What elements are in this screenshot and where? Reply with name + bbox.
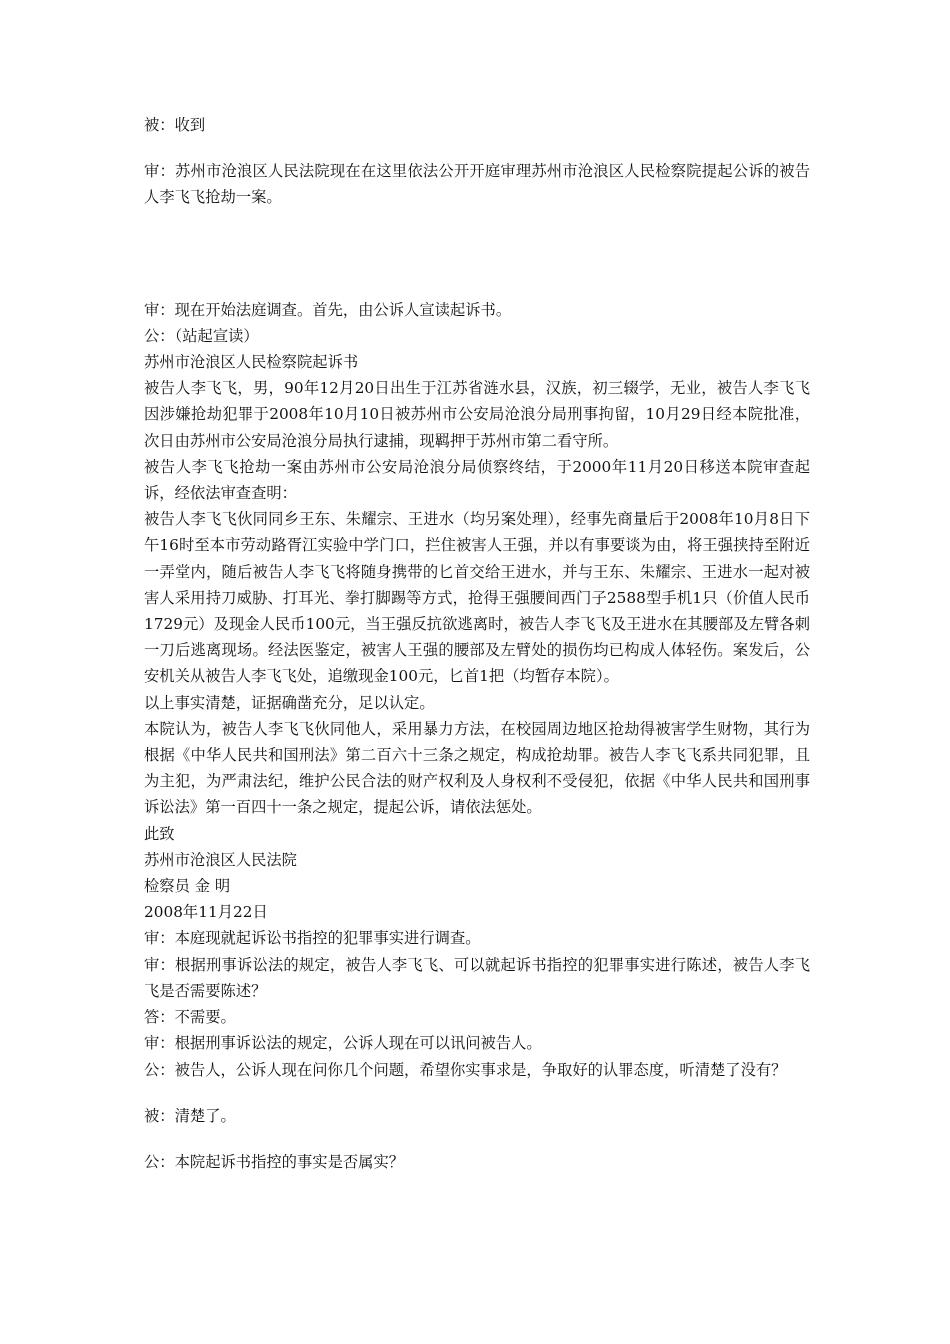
court-opinion-paragraph: 本院认为，被告人李飞飞伙同他人，采用暴力方法，在校园周边地区抢劫得被害学生财物，其行为根据《中华人民共和国刑法》第二百六十三条之规定，构成抢劫罪。被告人李飞飞系共同犯罪，且为主犯，为严肃法纪，维护公民合法的财产权利及人身权利不受侵犯，依据《中华人民共和国刑事诉讼法》第一百四十一条之规定，提起公诉，请依法惩处。 [144,719,810,817]
defendant-info-paragraph: 被告人李飞飞，男，90年12月20日出生于江苏省涟水县，汉族，初三辍学，无业，被告人李飞飞因涉嫌抢劫犯罪于2008年10月10日被苏州市公安局沧浪分局刑事拘留，10月29日经本院批准，次日由苏州市公安局沧浪分局执行逮捕，现羁押于苏州市第二看守所。 [144,379,810,450]
indictment-title: 苏州市沧浪区人民检察院起诉书 [144,353,359,372]
line-judge-opening: 审：苏州市沧浪区人民法院现在在这里依法公开开庭审理苏州市沧浪区人民检察院提起公诉的被告人李飞飞抢劫一案。 [144,162,810,207]
facts-paragraph: 被告人李飞飞伙同同乡王东、朱耀宗、王进水（均另案处理），经事先商量后于2008年10月8日下午16时至本市劳动路胥江实验中学门口，拦住被害人王强，并以有事要谈为由，将王强挟持至附近一弄堂内，随后被告人李飞飞将随身携带的匕首交给王进水，并与王东、朱耀宗、王进水一起对被害人采用持刀威胁、打耳光、拳打脚踢等方式，抢得王强腰间西门子2588型手机1只（价值人民币1729元）及现金人民币100元，当王强反抗欲逃离时，被告人李飞飞及王进水在其腰部及左臂各刺一刀后逃离现场。经法医鉴定，被害人王强的腰部及左臂处的损伤均已构成人体轻伤。案发后，公安机关从被告人李飞飞处，追缴现金100元，匕首1把（均暂存本院）。 [144,510,810,686]
line-judge-investigate-facts: 审：本庭现就起诉讼书指控的犯罪事实进行调查。 [144,929,481,948]
prosecutor-name-line: 检察员 金 明 [144,877,231,896]
salutation-line: 此致 [144,824,175,843]
line-prosecutor-facts-question: 公：本院起诉书指控的事实是否属实？ [144,1152,405,1171]
document-body [144,112,810,1175]
line-judge-interrogation: 审：根据刑事诉讼法的规定，公诉人现在可以讯问被告人。 [144,1034,542,1053]
line-defendant-received: 被：收到 [144,116,206,134]
court-name-line: 苏州市沧浪区人民法院 [144,850,297,869]
line-judge-investigation: 审：现在开始法庭调查。首先，由公诉人宣读起诉书。 [144,300,512,319]
case-transfer-paragraph: 被告人李飞飞抢劫一案由苏州市公安局沧浪分局侦察终结，于2000年11月20日移送本院审查起诉，经依法审查查明： [144,457,810,503]
line-defendant-understood: 被：清楚了。 [144,1106,236,1125]
line-judge-statement-question: 审：根据刑事诉讼法的规定，被告人李飞飞、可以就起诉书指控的犯罪事实进行陈述，被告人李飞飞是否需要陈述？ [144,955,810,1000]
line-prosecutor-stands: 公：（站起宣读） [144,326,259,345]
facts-confirmed-line: 以上事实清楚，证据确凿充分，足以认定。 [144,693,435,712]
line-answer-no: 答：不需要。 [144,1008,236,1027]
line-prosecutor-question: 公：被告人，公诉人现在问你几个问题，希望你实事求是，争取好的认罪态度，听清楚了没有？ [144,1060,787,1079]
date-line: 2008年11月22日 [144,903,268,922]
